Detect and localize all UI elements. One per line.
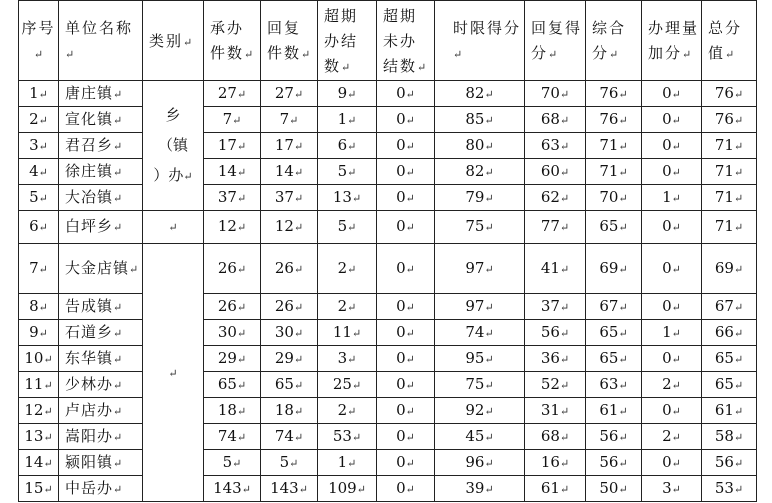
unit-name-cell: 颍阳镇↵ <box>59 450 143 476</box>
received-cell: 37↵ <box>204 185 261 211</box>
reply-score-cell: 68↵ <box>525 107 586 133</box>
replied-cell: 14↵ <box>261 159 318 185</box>
received-cell: 14↵ <box>204 159 261 185</box>
table-row <box>19 424 757 450</box>
table-row <box>19 244 757 294</box>
unit-name-cell: 宣化镇↵ <box>59 107 143 133</box>
total-cell: 67↵ <box>702 294 757 320</box>
total-cell: 71↵ <box>702 159 757 185</box>
total-cell: 66↵ <box>702 320 757 346</box>
overdue-done-cell: 9↵ <box>318 81 377 107</box>
header-category: 类别↵ <box>143 1 204 81</box>
composite-cell: 65↵ <box>586 320 642 346</box>
composite-cell: 50↵ <box>586 476 642 502</box>
overdue-done-cell: 1↵ <box>318 450 377 476</box>
bonus-cell: 0↵ <box>642 294 702 320</box>
row-index-cell: 3↵ <box>19 133 59 159</box>
time-score-cell: 82↵ <box>435 159 525 185</box>
reply-score-cell: 60↵ <box>525 159 586 185</box>
replied-cell: 37↵ <box>261 185 318 211</box>
bonus-cell: 1↵ <box>642 185 702 211</box>
header-composite: 综合分↵ <box>586 1 642 81</box>
bonus-cell: 0↵ <box>642 450 702 476</box>
time-score-cell: 75↵ <box>435 372 525 398</box>
table-row <box>19 81 757 107</box>
total-cell: 69↵ <box>702 244 757 294</box>
header-overdue-pending: 超期未办结数↵ <box>377 1 435 81</box>
overdue-pending-cell: 0↵ <box>377 244 435 294</box>
reply-score-cell: 31↵ <box>525 398 586 424</box>
received-cell: 143↵ <box>204 476 261 502</box>
composite-cell: 71↵ <box>586 133 642 159</box>
received-cell: 26↵ <box>204 244 261 294</box>
overdue-done-cell: 3↵ <box>318 346 377 372</box>
reply-score-cell: 16↵ <box>525 450 586 476</box>
overdue-pending-cell: 0↵ <box>377 450 435 476</box>
overdue-pending-cell: 0↵ <box>377 81 435 107</box>
overdue-done-cell: 5↵ <box>318 211 377 244</box>
row-index-cell: 6↵ <box>19 211 59 244</box>
replied-cell: 7↵ <box>261 107 318 133</box>
time-score-cell: 80↵ <box>435 133 525 159</box>
row-index-cell: 1↵ <box>19 81 59 107</box>
total-cell: 76↵ <box>702 81 757 107</box>
replied-cell: 12↵ <box>261 211 318 244</box>
header-total: 总分值↵ <box>702 1 757 81</box>
score-table <box>18 0 757 502</box>
row-index-cell: 5↵ <box>19 185 59 211</box>
time-score-cell: 92↵ <box>435 398 525 424</box>
overdue-pending-cell: 0↵ <box>377 372 435 398</box>
bonus-cell: 0↵ <box>642 244 702 294</box>
received-cell: 26↵ <box>204 294 261 320</box>
composite-cell: 65↵ <box>586 346 642 372</box>
overdue-pending-cell: 0↵ <box>377 398 435 424</box>
row-index-cell: 2↵ <box>19 107 59 133</box>
bonus-cell: 0↵ <box>642 107 702 133</box>
bonus-cell: 0↵ <box>642 398 702 424</box>
replied-cell: 27↵ <box>261 81 318 107</box>
reply-score-cell: 77↵ <box>525 211 586 244</box>
composite-cell: 63↵ <box>586 372 642 398</box>
bonus-cell: 0↵ <box>642 346 702 372</box>
category-cell-empty: ↵ <box>143 211 204 244</box>
bonus-cell: 1↵ <box>642 320 702 346</box>
unit-name-cell: 大冶镇↵ <box>59 185 143 211</box>
time-score-cell: 39↵ <box>435 476 525 502</box>
total-cell: 58↵ <box>702 424 757 450</box>
overdue-done-cell: 2↵ <box>318 398 377 424</box>
replied-cell: 18↵ <box>261 398 318 424</box>
received-cell: 7↵ <box>204 107 261 133</box>
time-score-cell: 95↵ <box>435 346 525 372</box>
reply-score-cell: 68↵ <box>525 424 586 450</box>
received-cell: 18↵ <box>204 398 261 424</box>
table-row <box>19 372 757 398</box>
header-time-score: 时限得分↵ <box>435 1 525 81</box>
composite-cell: 76↵ <box>586 107 642 133</box>
received-cell: 27↵ <box>204 81 261 107</box>
row-index-cell: 9↵ <box>19 320 59 346</box>
unit-name-cell: 白坪乡↵ <box>59 211 143 244</box>
total-cell: 65↵ <box>702 346 757 372</box>
bonus-cell: 0↵ <box>642 211 702 244</box>
unit-name-cell: 君召乡↵ <box>59 133 143 159</box>
overdue-pending-cell: 0↵ <box>377 320 435 346</box>
time-score-cell: 97↵ <box>435 294 525 320</box>
replied-cell: 74↵ <box>261 424 318 450</box>
overdue-done-cell: 6↵ <box>318 133 377 159</box>
time-score-cell: 75↵ <box>435 211 525 244</box>
header-received: 承办件数↵ <box>204 1 261 81</box>
received-cell: 74↵ <box>204 424 261 450</box>
reply-score-cell: 41↵ <box>525 244 586 294</box>
unit-name-cell: 告成镇↵ <box>59 294 143 320</box>
time-score-cell: 85↵ <box>435 107 525 133</box>
row-index-cell: 7↵ <box>19 244 59 294</box>
overdue-done-cell: 5↵ <box>318 159 377 185</box>
header-reply-score: 回复得分↵ <box>525 1 586 81</box>
unit-name-cell: 大金店镇↵ <box>59 244 143 294</box>
overdue-pending-cell: 0↵ <box>377 211 435 244</box>
header-name: 单位名称↵ <box>59 1 143 81</box>
overdue-done-cell: 109↵ <box>318 476 377 502</box>
table-row <box>19 159 757 185</box>
header-idx: 序号↵ <box>19 1 59 81</box>
table-row <box>19 107 757 133</box>
time-score-cell: 74↵ <box>435 320 525 346</box>
total-cell: 56↵ <box>702 450 757 476</box>
overdue-pending-cell: 0↵ <box>377 294 435 320</box>
composite-cell: 65↵ <box>586 211 642 244</box>
unit-name-cell: 徐庄镇↵ <box>59 159 143 185</box>
total-cell: 76↵ <box>702 107 757 133</box>
overdue-pending-cell: 0↵ <box>377 185 435 211</box>
bonus-cell: 0↵ <box>642 159 702 185</box>
reply-score-cell: 37↵ <box>525 294 586 320</box>
table-row <box>19 294 757 320</box>
time-score-cell: 82↵ <box>435 81 525 107</box>
table-row <box>19 185 757 211</box>
total-cell: 71↵ <box>702 211 757 244</box>
total-cell: 65↵ <box>702 372 757 398</box>
unit-name-cell: 东华镇↵ <box>59 346 143 372</box>
overdue-pending-cell: 0↵ <box>377 346 435 372</box>
row-index-cell: 8↵ <box>19 294 59 320</box>
table-row <box>19 398 757 424</box>
row-index-cell: 13↵ <box>19 424 59 450</box>
received-cell: 65↵ <box>204 372 261 398</box>
unit-name-cell: 嵩阳办↵ <box>59 424 143 450</box>
overdue-done-cell: 25↵ <box>318 372 377 398</box>
replied-cell: 29↵ <box>261 346 318 372</box>
row-index-cell: 4↵ <box>19 159 59 185</box>
replied-cell: 65↵ <box>261 372 318 398</box>
reply-score-cell: 62↵ <box>525 185 586 211</box>
overdue-done-cell: 2↵ <box>318 294 377 320</box>
bonus-cell: 3↵ <box>642 476 702 502</box>
composite-cell: 56↵ <box>586 424 642 450</box>
reply-score-cell: 36↵ <box>525 346 586 372</box>
table-row <box>19 346 757 372</box>
time-score-cell: 79↵ <box>435 185 525 211</box>
bonus-cell: 0↵ <box>642 133 702 159</box>
time-score-cell: 97↵ <box>435 244 525 294</box>
bonus-cell: 2↵ <box>642 372 702 398</box>
category-cell-empty-merged: ↵ <box>143 244 204 502</box>
reply-score-cell: 70↵ <box>525 81 586 107</box>
overdue-done-cell: 1↵ <box>318 107 377 133</box>
overdue-done-cell: 13↵ <box>318 185 377 211</box>
total-cell: 53↵ <box>702 476 757 502</box>
received-cell: 30↵ <box>204 320 261 346</box>
header-overdue-done: 超期办结数↵ <box>318 1 377 81</box>
bonus-cell: 2↵ <box>642 424 702 450</box>
header-replied: 回复件数↵ <box>261 1 318 81</box>
table-row <box>19 320 757 346</box>
overdue-pending-cell: 0↵ <box>377 424 435 450</box>
replied-cell: 143↵ <box>261 476 318 502</box>
table-row <box>19 133 757 159</box>
composite-cell: 69↵ <box>586 244 642 294</box>
row-index-cell: 14↵ <box>19 450 59 476</box>
unit-name-cell: 少林办↵ <box>59 372 143 398</box>
overdue-done-cell: 2↵ <box>318 244 377 294</box>
table-row <box>19 450 757 476</box>
composite-cell: 76↵ <box>586 81 642 107</box>
received-cell: 29↵ <box>204 346 261 372</box>
overdue-pending-cell: 0↵ <box>377 476 435 502</box>
total-cell: 71↵ <box>702 185 757 211</box>
overdue-pending-cell: 0↵ <box>377 133 435 159</box>
row-index-cell: 10↵ <box>19 346 59 372</box>
total-cell: 61↵ <box>702 398 757 424</box>
unit-name-cell: 唐庄镇↵ <box>59 81 143 107</box>
overdue-pending-cell: 0↵ <box>377 107 435 133</box>
composite-cell: 56↵ <box>586 450 642 476</box>
replied-cell: 26↵ <box>261 244 318 294</box>
total-cell: 71↵ <box>702 133 757 159</box>
received-cell: 17↵ <box>204 133 261 159</box>
composite-cell: 61↵ <box>586 398 642 424</box>
unit-name-cell: 中岳办↵ <box>59 476 143 502</box>
received-cell: 5↵ <box>204 450 261 476</box>
replied-cell: 17↵ <box>261 133 318 159</box>
category-cell-township: 乡 （镇 ）办↵ <box>143 81 204 211</box>
unit-name-cell: 卢店办↵ <box>59 398 143 424</box>
table-row <box>19 476 757 502</box>
row-index-cell: 11↵ <box>19 372 59 398</box>
row-index-cell: 12↵ <box>19 398 59 424</box>
table-header <box>19 1 757 81</box>
overdue-pending-cell: 0↵ <box>377 159 435 185</box>
composite-cell: 70↵ <box>586 185 642 211</box>
overdue-done-cell: 53↵ <box>318 424 377 450</box>
received-cell: 12↵ <box>204 211 261 244</box>
bonus-cell: 0↵ <box>642 81 702 107</box>
time-score-cell: 45↵ <box>435 424 525 450</box>
reply-score-cell: 56↵ <box>525 320 586 346</box>
composite-cell: 71↵ <box>586 159 642 185</box>
time-score-cell: 96↵ <box>435 450 525 476</box>
reply-score-cell: 61↵ <box>525 476 586 502</box>
header-bonus: 办理量加分↵ <box>642 1 702 81</box>
overdue-done-cell: 11↵ <box>318 320 377 346</box>
reply-score-cell: 52↵ <box>525 372 586 398</box>
replied-cell: 5↵ <box>261 450 318 476</box>
table-body <box>19 81 757 502</box>
row-index-cell: 15↵ <box>19 476 59 502</box>
replied-cell: 26↵ <box>261 294 318 320</box>
unit-name-cell: 石道乡↵ <box>59 320 143 346</box>
replied-cell: 30↵ <box>261 320 318 346</box>
table-row <box>19 211 757 244</box>
composite-cell: 67↵ <box>586 294 642 320</box>
reply-score-cell: 63↵ <box>525 133 586 159</box>
